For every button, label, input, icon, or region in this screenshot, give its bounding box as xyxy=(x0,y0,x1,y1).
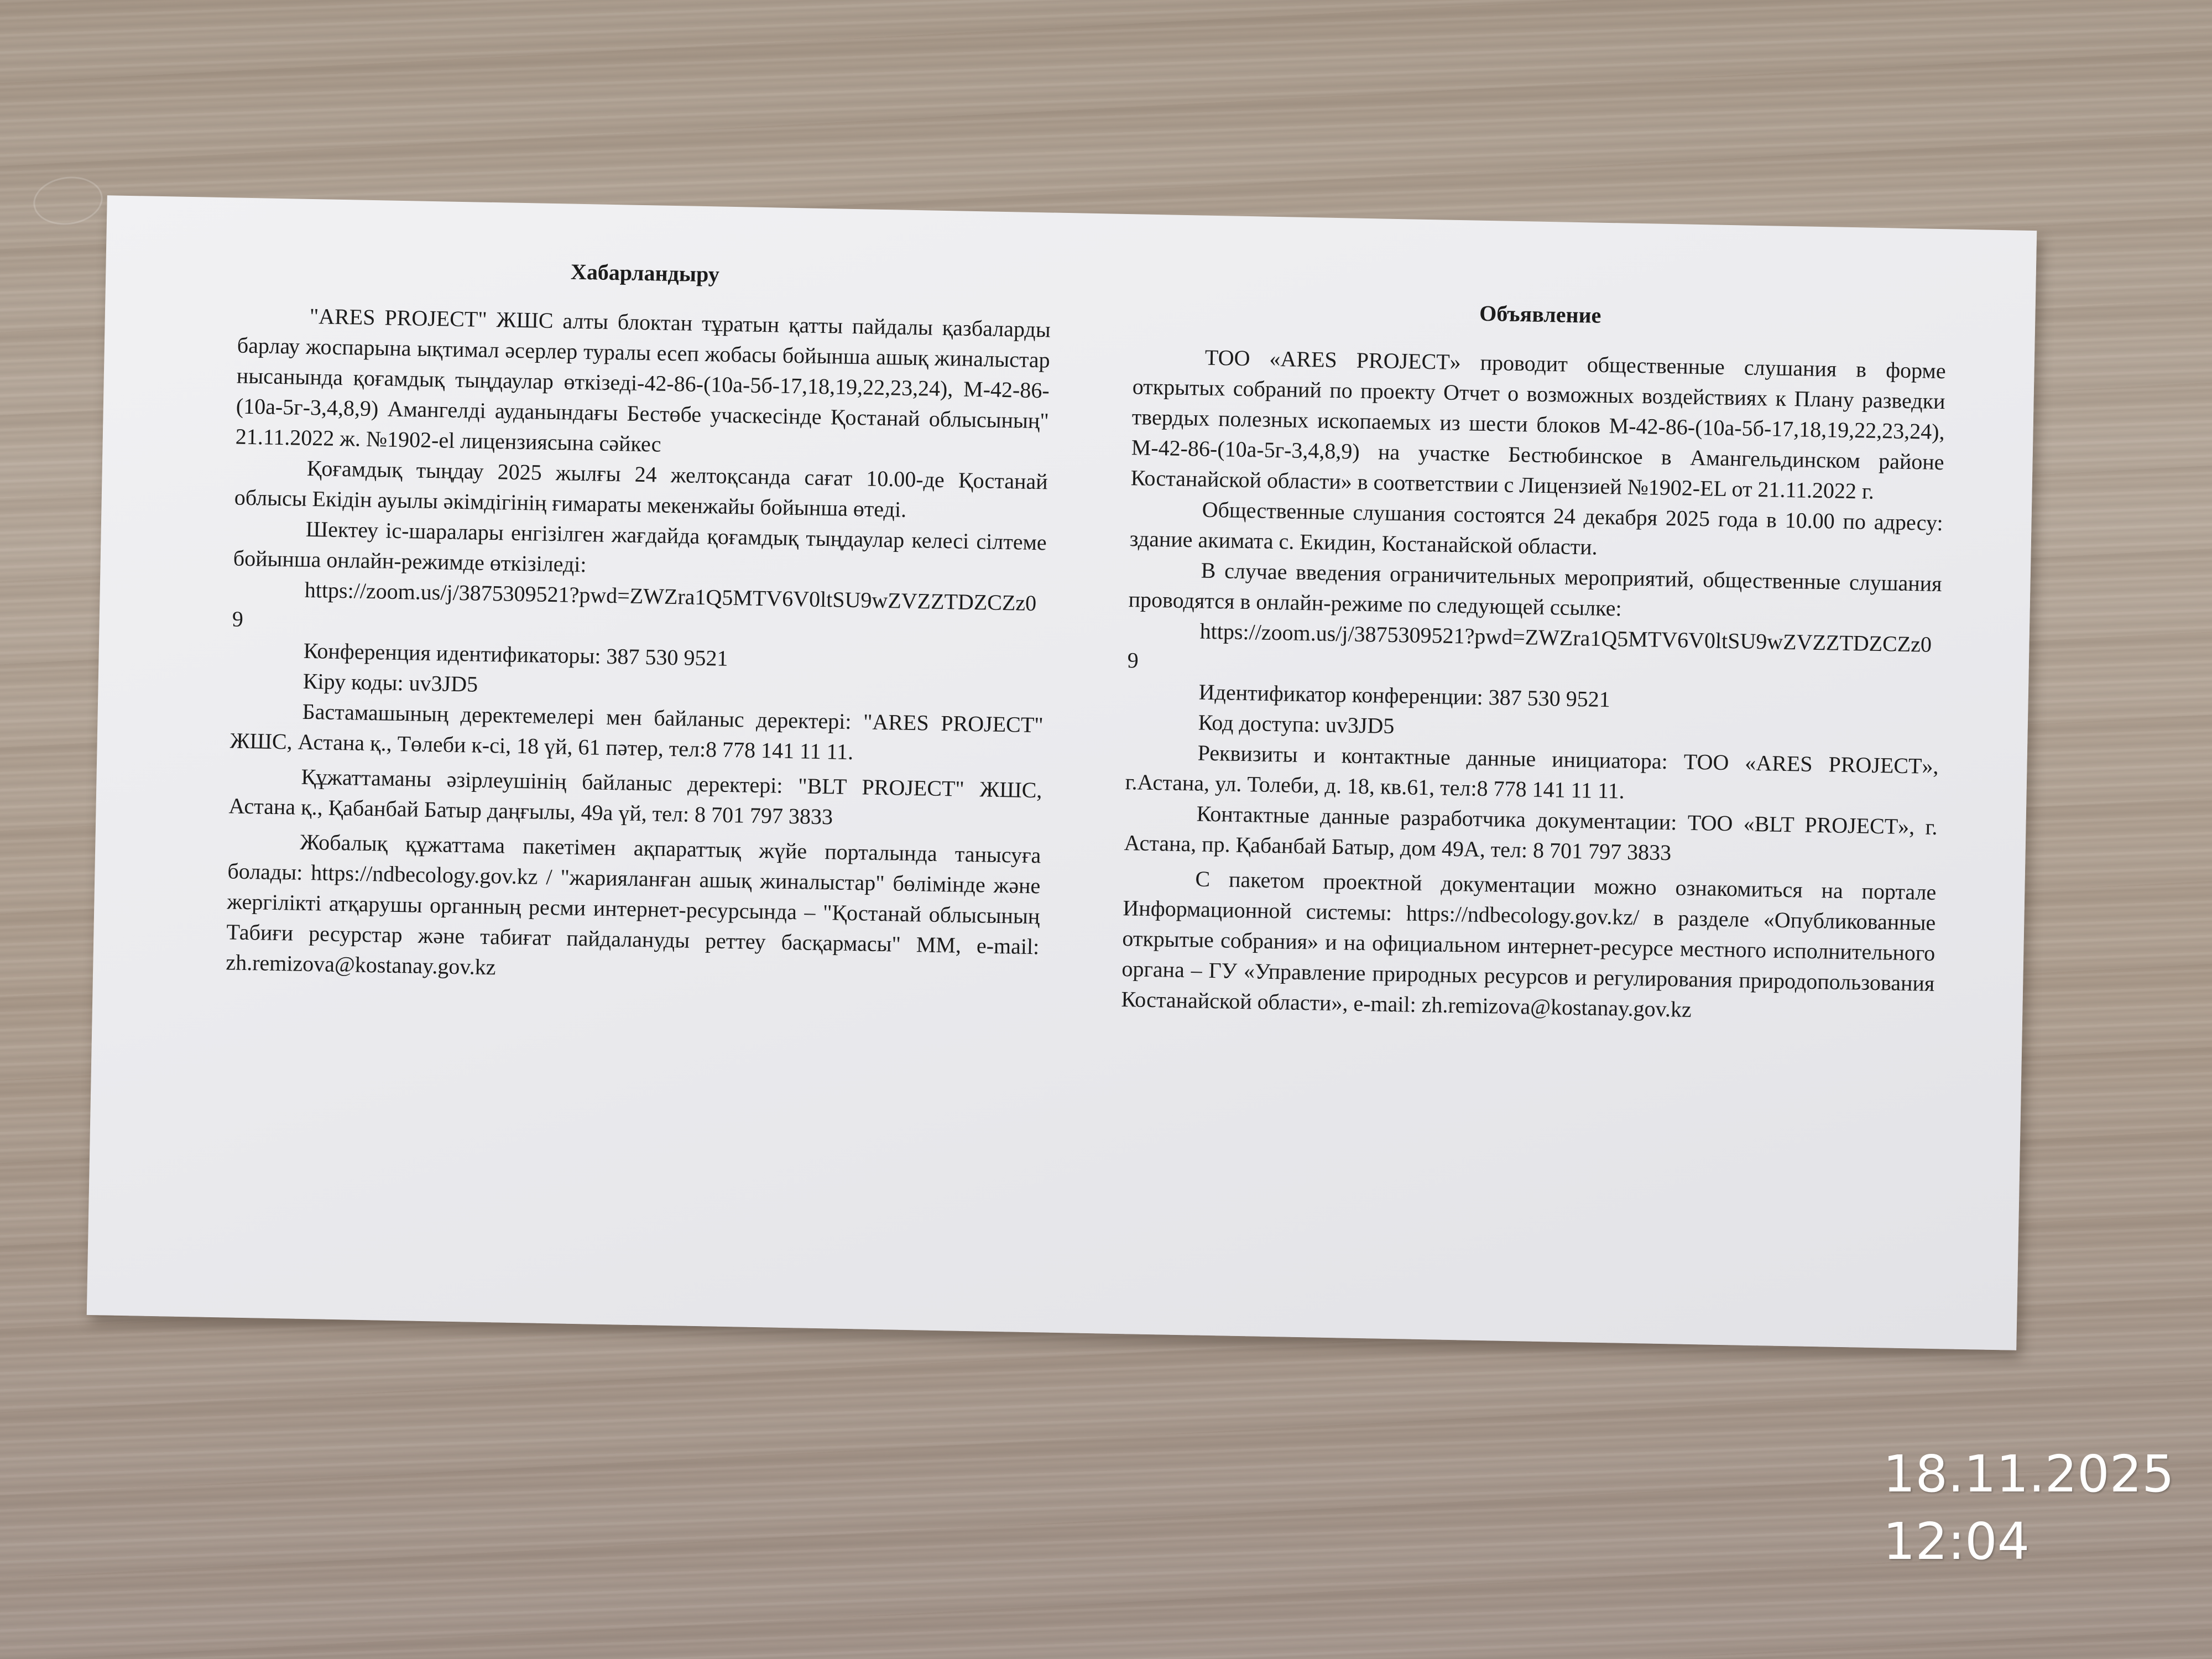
russian-heading: Объявление xyxy=(1479,300,1601,328)
kazakh-online-paragraph: Шектеу іс-шаралары енгізілген жағдайда қоғамдық тыңдаулар келесі сілтеме бойынша онлайн-режимде өткізіледі: xyxy=(233,516,1047,577)
russian-hearing-date-paragraph: Общественные слушания состоятся 24 декабря 2025 года в 10.00 по адресу: здание акимата с. Екидин, Костанайской области. xyxy=(1129,497,1943,560)
kazakh-developer-contacts: Құжаттаманы әзірлеушінің байланыс деректері: "BLT PROJECT" ЖШС, Астана қ., Қабанбай Батыр даңғылы, 49а үй, тел: 8 701 797 3833 xyxy=(228,764,1042,830)
russian-access-code: Код доступа: uv3JD5 xyxy=(1198,709,1395,739)
kazakh-access-code: Кіру коды: uv3JD5 xyxy=(302,668,478,697)
russian-initiator-contacts: Реквизиты и контактные данные инициатора: ТОО «ARES PROJECT», г.Астана, ул. Толеби, д. 18, кв.61, тел:8 778 141 11 11. xyxy=(1125,740,1939,804)
russian-conference-id: Идентификатор конференции: 387 530 9521 xyxy=(1198,679,1611,712)
kazakh-initiator-contacts: Бастамашының деректемелері мен байланыс деректері: "ARES PROJECT" ЖШС, Астана қ., Төлеби к-сі, 18 үй, 61 пәтер, тел:8 778 141 11 11. xyxy=(229,698,1044,765)
kazakh-column xyxy=(226,251,1052,993)
wood-grain-knot xyxy=(30,173,106,229)
russian-column xyxy=(1121,291,1947,1029)
kazakh-heading: Хабарландыру xyxy=(570,259,720,287)
photo-timestamp xyxy=(1883,1441,2174,1575)
kazakh-documentation-paragraph: Жобалық құжаттама пакетімен ақпараттық жүйе порталында танысуға болады: https://ndbecology.gov.kz / "жарияланған ашық жиналыстар" бөлімінде және жергілікті атқарушы органның ресми интернет-ресурсында – "Қостанай облысының Табиғи ресурстар және табиғат пайдалануды реттеу басқармасы" ММ, e-mail: zh.remizova@kostanay.gov.kz xyxy=(226,829,1041,980)
russian-documentation-paragraph: С пакетом проектной документации можно ознакомиться на портале Информационной системы: https://ndbecology.gov.kz/ в разделе «Опубликованные открытые собрания» и на официальном интернет-ресурсе местного исполнительного органа – ГУ «Управление природных ресурсов и регулирования природопользования Костанайской области», e-mail: zh.remizova@kostanay.gov.kz xyxy=(1121,866,1937,1022)
russian-zoom-link[interactable]: https://zoom.us/j/3875309521?pwd=ZWZra1Q5MTV6V0ltSU9wZVZZTDZCZz09 xyxy=(1127,618,1932,673)
russian-developer-contacts: Контактные данные разработчика документации: ТОО «BLT PROJECT», г. Астана, пр. Қабанбай Батыр, дом 49А, тел: 8 701 797 3833 xyxy=(1124,801,1938,865)
russian-online-paragraph: В случае введения ограничительных мероприятий, общественные слушания проводятся в онлайн-режиме по следующей ссылке: xyxy=(1128,557,1942,621)
kazakh-zoom-link[interactable]: https://zoom.us/j/3875309521?pwd=ZWZra1Q5MTV6V0ltSU9wZVZZTDZCZz09 xyxy=(232,577,1037,632)
timestamp-date: 18.11.2025 xyxy=(1883,1444,2174,1504)
timestamp-time: 12:04 xyxy=(1883,1512,2030,1571)
kazakh-intro-paragraph: "ARES PROJECT" ЖШС алты блоктан тұратын қатты пайдалы қазбаларды барлау жоспарына ықтимал әсерлер туралы есеп жобасы бойынша ашық жиналыстар нысанында қоғамдық тыңдаулар өткізеді-42-86-(10а-5б-17,18,19,22,23,24), М-42-86-(10а-5г-3,4,8,9) Амангелді ауданындағы Бестөбе учаскесінде Қостанай облысының" 21.11.2022 ж. №1902-el лицензиясына сәйкес xyxy=(235,303,1051,457)
kazakh-hearing-date-paragraph: Қоғамдық тыңдау 2025 жылғы 24 желтоқсанда сағат 10.00-де Қостанай облысы Екідін ауылы әкімдігінің ғимараты мекенжайы бойынша өтеді. xyxy=(234,455,1048,522)
russian-intro-paragraph: ТОО «ARES PROJECT» проводит общественные слушания в форме открытых собраний по проекту Отчет о возможных воздействиях к Плану разведки твердых полезных ископаемых из шести блоков М-42-86-(10а-5б-17,18,19,22,23,24), М-42-86-(10а-5г-3,4,8,9) на участке Бестюбинское в Амангельдинском районе Костанайской области» в соответствии с Лицензией №1902-EL от 21.11.2022 г. xyxy=(1130,345,1946,504)
announcement-sheet xyxy=(87,195,2037,1350)
kazakh-conference-id: Конференция идентификаторы: 387 530 9521 xyxy=(303,638,728,671)
